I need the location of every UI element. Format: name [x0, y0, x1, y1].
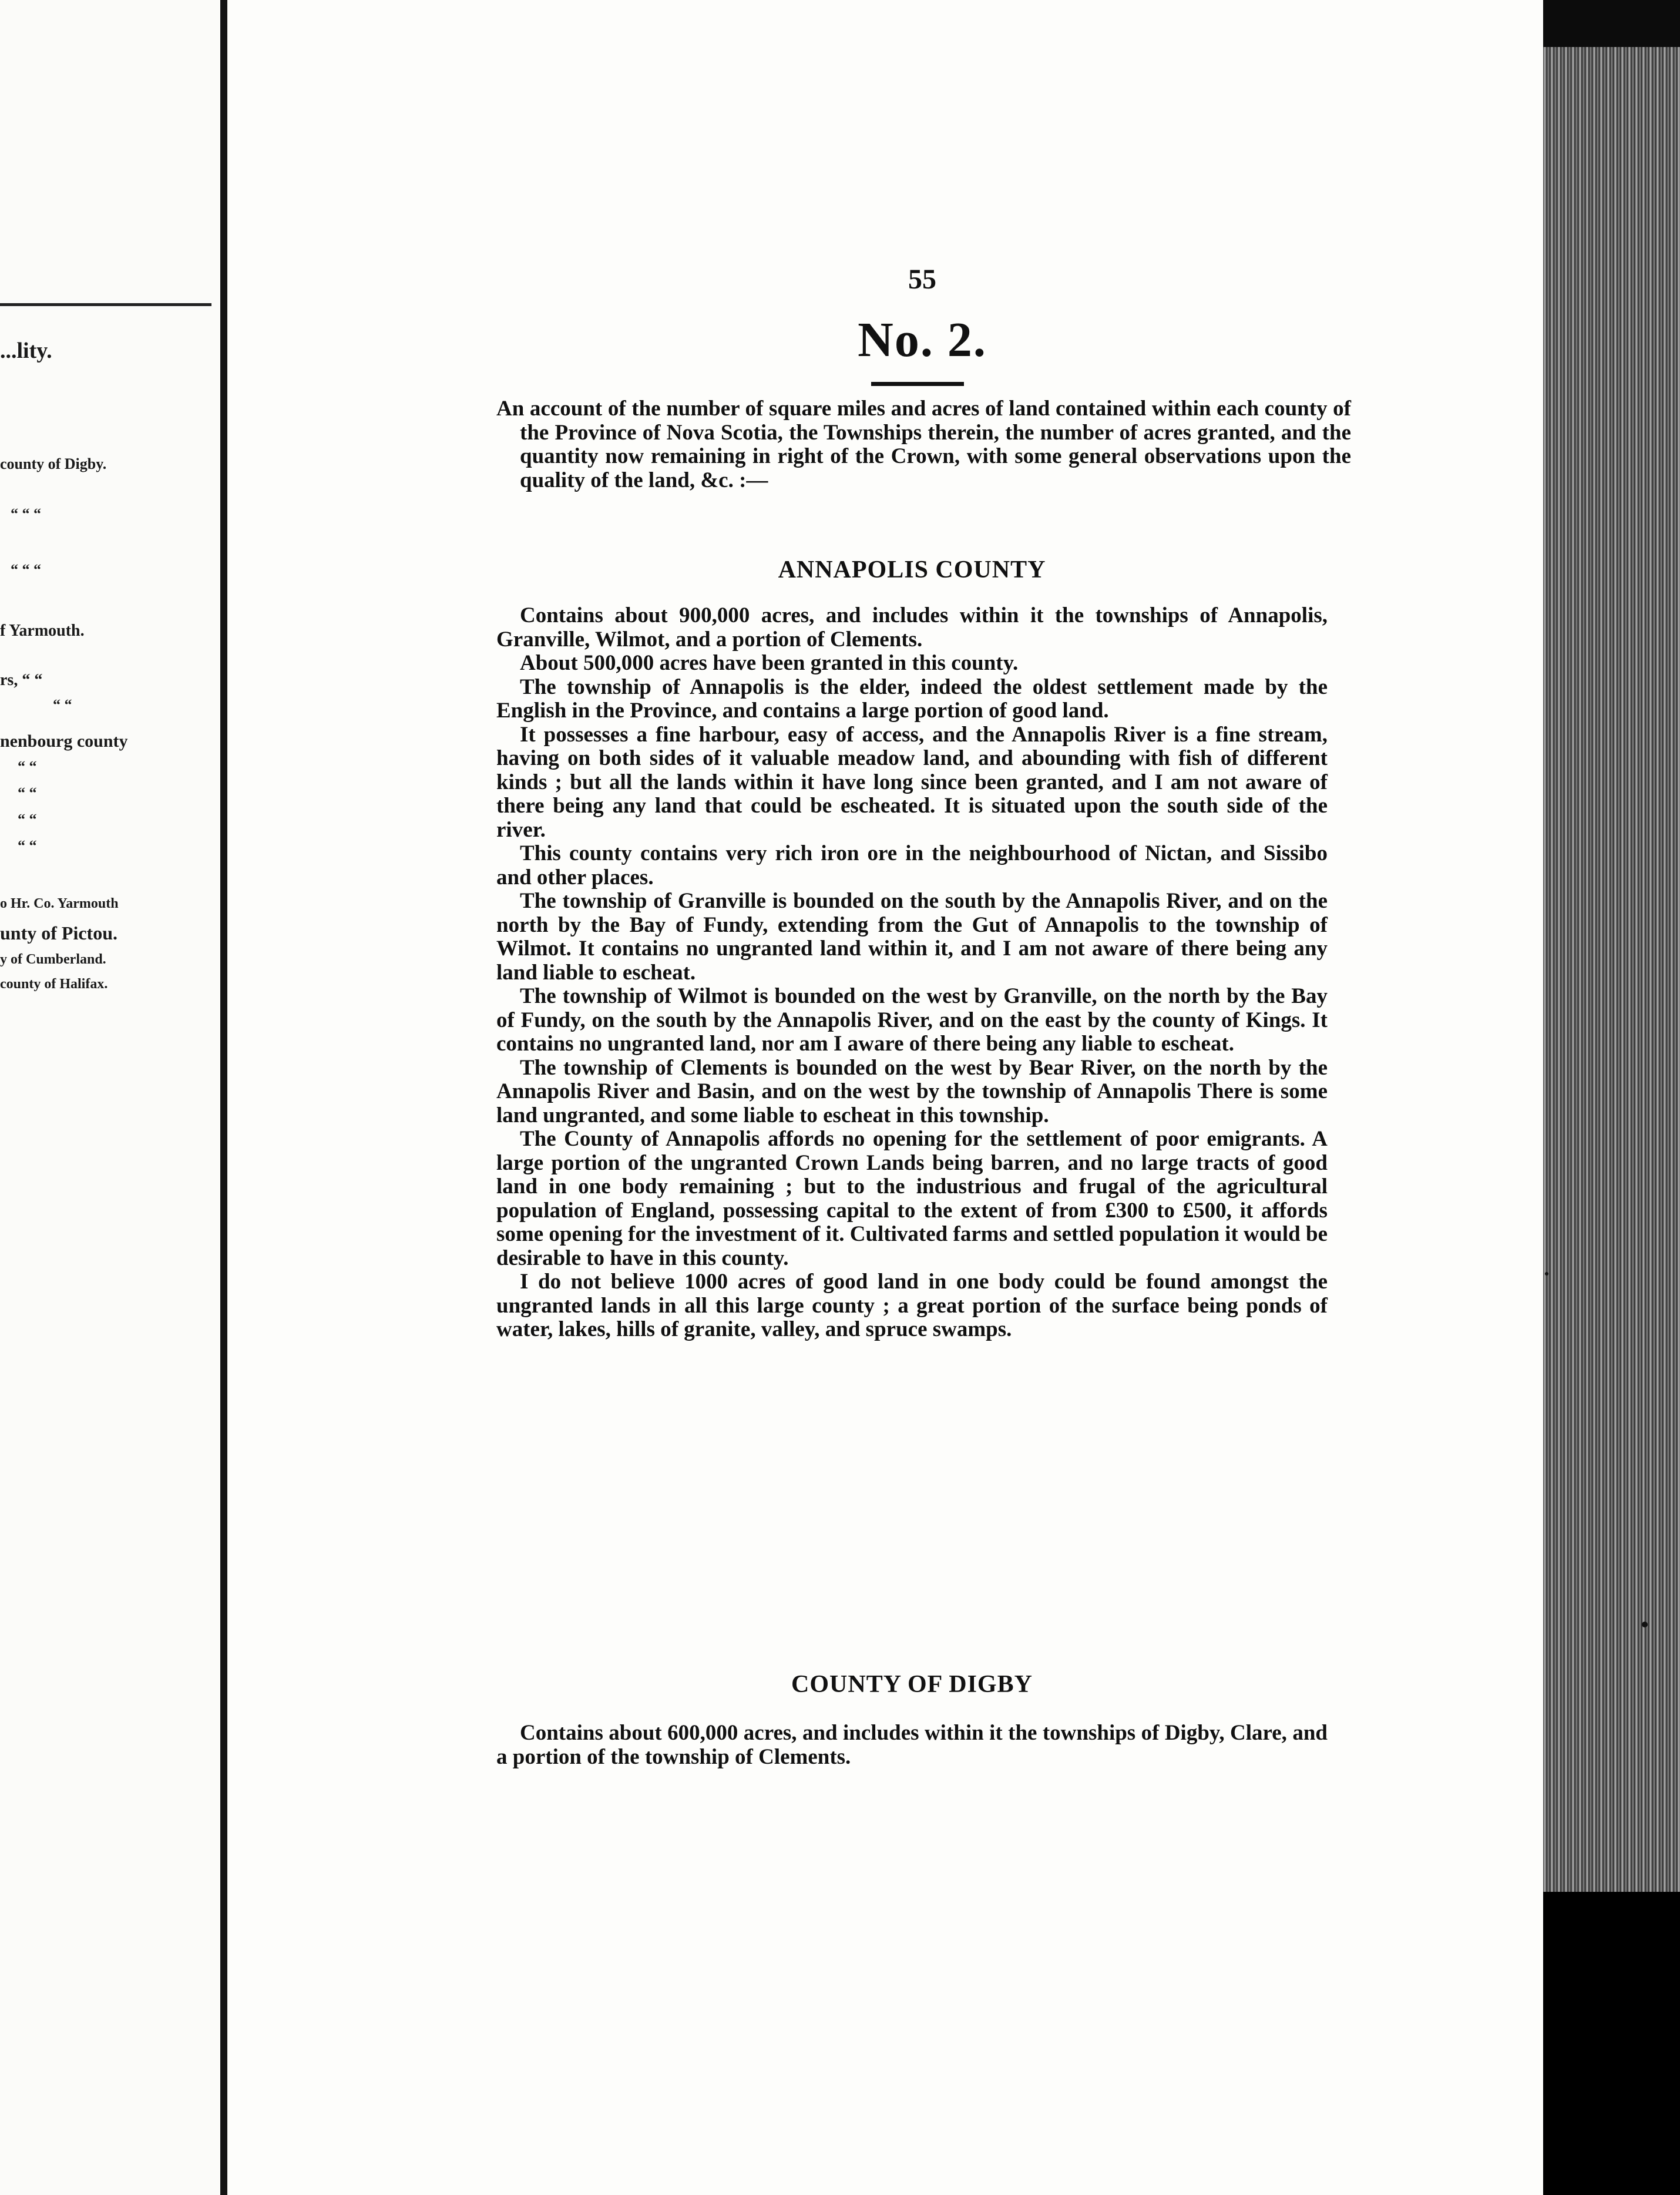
speck [1642, 1622, 1648, 1627]
left-page-line: “ “ [18, 784, 37, 801]
left-page-line: county of Digby. [0, 455, 107, 472]
page-number: 55 [908, 264, 936, 295]
book-gutter [220, 0, 227, 2195]
left-page-line: y of Cumberland. [0, 952, 106, 967]
left-page-line: “ “ [18, 811, 37, 828]
left-page-line: rs, “ “ [0, 671, 43, 689]
paragraph: The township of Annapolis is the elder, indeed the oldest settlement made by the English in the Province, and contains a large portion of good land. [496, 674, 1328, 723]
left-page-line: ...lity. [0, 338, 52, 363]
intro-paragraph: An account of the number of square miles and acres of land contained within each county of the Province of Nova Scotia, the Townships therein, the number of acres granted, and the quantity now remaining in right of the Crown, with some general observations upon the quality of the land, &c. :— [496, 397, 1351, 492]
page-edge-shadow [1543, 1892, 1680, 2195]
paragraph: I do not believe 1000 acres of good land in one body could be found amongst the ungranted lands in all this large county ; a great portion of the surface being ponds of water, lakes, hills of granite, valley, and spruce swamps. [496, 1270, 1328, 1341]
left-page-rule [0, 303, 211, 306]
paragraph: The County of Annapolis affords no opening for the settlement of poor emigrants. A large portion of the ungranted Crown Lands being barren, and no large tracts of good land in one body remaining ; but to the industrious and frugal of the agricultural population of England, possessing capital to the extent of from £300 to £500, it affords some opening for the investment of it. Cultivated farms and settled population it would be desirable to have in this county. [496, 1127, 1328, 1270]
paragraph: This county contains very rich iron ore in the neighbourhood of Nictan, and Sissibo and other places. [496, 841, 1328, 890]
annapolis-section-body [496, 604, 1328, 1342]
left-page-line: “ “ [18, 837, 37, 854]
left-page-line: f Yarmouth. [0, 622, 85, 640]
left-page-line: “ “ [53, 696, 72, 713]
paragraph: It possesses a fine harbour, easy of access, and the Annapolis River is a fine stream, having on both sides of it valuable meadow land, and abounding with fish of different kinds ; but all the lands within it have long since been granted, and I am not aware of there being any land that could be escheated. It is situated upon the south side of the river. [496, 722, 1328, 842]
left-page-line: “ “ [18, 758, 37, 775]
paragraph: Contains about 600,000 acres, and includes within it the townships of Digby, Clare, and a portion of the township of Clements. [496, 1721, 1328, 1769]
left-page-line: “ “ “ [11, 505, 41, 522]
left-page-line: unty of Pictou. [0, 922, 117, 944]
page-edges [1543, 47, 1680, 1892]
paragraph: The township of Clements is bounded on the west by Bear River, on the north by the Annapolis River and Basin, and on the west by the township of Annapolis There is some land ungranted, and some liable to escheat in this township. [496, 1055, 1328, 1127]
left-page-line: “ “ “ [11, 561, 41, 578]
left-page-line: nenbourg county [0, 731, 128, 751]
digby-section-body [496, 1721, 1328, 1769]
paragraph: The township of Granville is bounded on the south by the Annapolis River, and on the north by the Bay of Fundy, extending from the Gut of Annapolis to the township of Wilmot. It contains no ungranted land within it, and I am not aware of there being any land liable to escheat. [496, 889, 1328, 985]
page-edge-shadow [1543, 0, 1680, 47]
left-page-fragment [0, 0, 220, 2195]
speck [1545, 1272, 1548, 1276]
paragraph: About 500,000 acres have been granted in this county. [520, 651, 1019, 675]
paragraph: The township of Wilmot is bounded on the west by Granville, on the north by the Bay of Fundy, on the south by the Annapolis River, and on the east by the county of Kings. It contains no ungranted land, nor am I aware of there being any liable to escheat. [496, 984, 1328, 1056]
section-title-digby: COUNTY OF DIGBY [791, 1671, 1033, 1698]
left-page-line: o Hr. Co. Yarmouth [0, 896, 119, 911]
paragraph: Contains about 900,000 acres, and includes within it the townships of Annapolis, Granville, Wilmot, and a portion of Clements. [496, 603, 1328, 652]
section-title-annapolis: ANNAPOLIS COUNTY [778, 556, 1046, 583]
heading-rule [871, 382, 964, 386]
left-page-line: county of Halifax. [0, 976, 108, 992]
document-heading: No. 2. [858, 313, 987, 367]
